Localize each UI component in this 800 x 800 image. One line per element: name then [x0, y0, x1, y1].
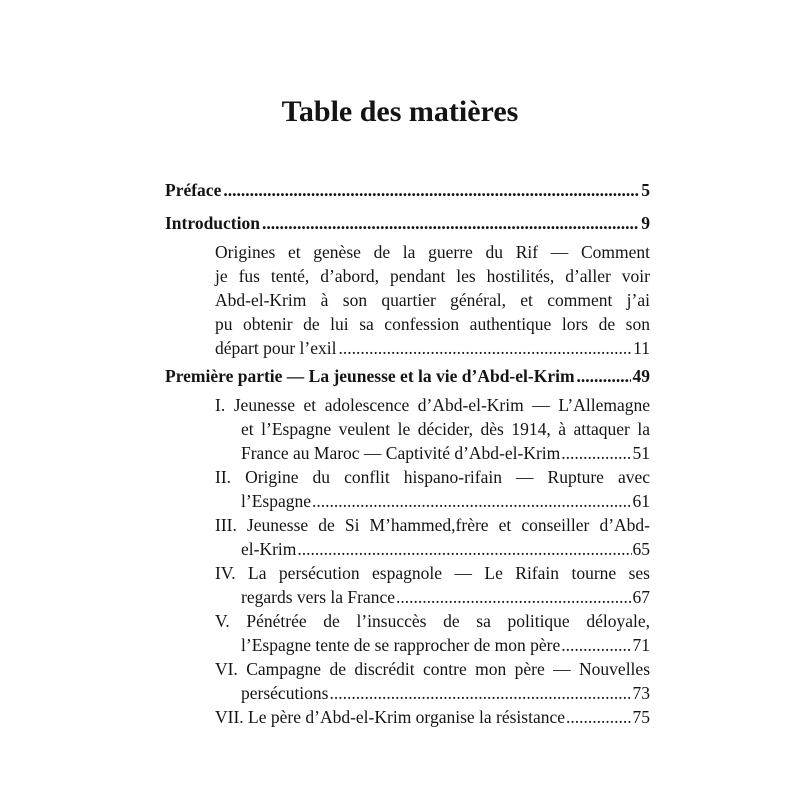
chapter-last-line	[241, 585, 650, 609]
toc-entry-chapter-6[interactable]	[215, 657, 650, 705]
leader-dots	[297, 537, 631, 561]
toc-entry-chapter-1[interactable]	[215, 393, 650, 465]
toc-entry-chapter-4[interactable]	[215, 561, 650, 609]
entry-label: Préface	[165, 180, 222, 200]
leader-dots	[312, 489, 632, 513]
chapter-line: II. Origine du conflit hispano-rifain — Rupture avec	[215, 467, 650, 487]
description-line: Abd-el-Krim à son quartier général, et comment j’ai	[215, 290, 650, 310]
page-number: 67	[632, 587, 650, 607]
leader-dots	[396, 585, 631, 609]
leader-dots	[223, 174, 639, 207]
introduction-description	[215, 240, 650, 360]
chapter-last-line	[241, 681, 650, 705]
chapter-last-line	[241, 633, 650, 657]
leader-dots	[561, 633, 631, 657]
chapter-last-line	[241, 537, 650, 561]
entry-label: départ pour l’exil	[215, 338, 337, 358]
entry-label: l’Espagne tente de se rapprocher de mon père	[241, 635, 561, 655]
leader-dots	[338, 336, 631, 360]
toc-entry-premiere-partie[interactable]	[165, 360, 650, 393]
description-line: Origines et genèse de la guerre du Rif — Comment	[215, 242, 650, 262]
page-number: 73	[632, 683, 650, 703]
leader-dots	[561, 441, 631, 465]
table-of-contents	[165, 174, 650, 729]
toc-entry-chapter-5[interactable]	[215, 609, 650, 657]
chapter-list	[165, 393, 650, 729]
chapter-line: III. Jeunesse de Si M’hammed,frère et conseiller d’Abd-	[215, 515, 650, 535]
entry-label: l’Espagne	[241, 491, 311, 511]
leader-dots	[577, 360, 631, 393]
page-number: 49	[632, 366, 650, 386]
entry-label: el-Krim	[241, 539, 297, 559]
page-number: 51	[632, 443, 650, 463]
entry-label: Introduction	[165, 213, 260, 233]
leader-dots	[329, 681, 631, 705]
chapter-line: I. Jeunesse et adolescence d’Abd-el-Krim — L’Allemagne	[215, 395, 650, 415]
chapter-line: VI. Campagne de discrédit contre mon père — Nouvelles	[215, 659, 650, 679]
page-number: 65	[632, 539, 650, 559]
chapter-line: IV. La persécution espagnole — Le Rifain tourne ses	[215, 563, 650, 583]
page-number: 11	[633, 338, 650, 358]
toc-entry-chapter-7[interactable]	[215, 705, 650, 729]
entry-label: Première partie — La jeunesse et la vie d’Abd-el-Krim	[165, 366, 575, 386]
chapter-last-line	[241, 441, 650, 465]
page-number: 5	[641, 180, 650, 200]
page-number: 75	[632, 707, 650, 727]
chapter-line: et l’Espagne veulent le décider, dès 1914, à attaquer la	[241, 419, 650, 439]
page-number: 61	[632, 491, 650, 511]
chapter-line: V. Pénétrée de l’insuccès de sa politique déloyale,	[215, 611, 650, 631]
entry-label: persécutions	[241, 683, 329, 703]
entry-label: VII. Le père d’Abd-el-Krim organise la résistance	[215, 707, 566, 727]
toc-entry-chapter-2[interactable]	[215, 465, 650, 513]
chapter-last-line	[241, 489, 650, 513]
toc-entry-chapter-3[interactable]	[215, 513, 650, 561]
entry-label: regards vers la France	[241, 587, 396, 607]
description-line: pu obtenir de lui sa confession authentique lors de son	[215, 314, 650, 334]
page-number: 71	[632, 635, 650, 655]
page-title: Table des matières	[281, 95, 519, 128]
page-number: 9	[641, 213, 650, 233]
leader-dots	[262, 207, 639, 240]
chapter-last-line	[215, 705, 650, 729]
entry-label: France au Maroc — Captivité d’Abd-el-Krim	[241, 443, 561, 463]
leader-dots	[566, 705, 631, 729]
description-line: je fus tenté, d’abord, pendant les hostilités, d’aller voir	[215, 266, 650, 286]
toc-entry-origines[interactable]	[215, 336, 650, 360]
toc-entry-preface[interactable]	[165, 174, 650, 207]
toc-entry-introduction[interactable]	[165, 207, 650, 240]
